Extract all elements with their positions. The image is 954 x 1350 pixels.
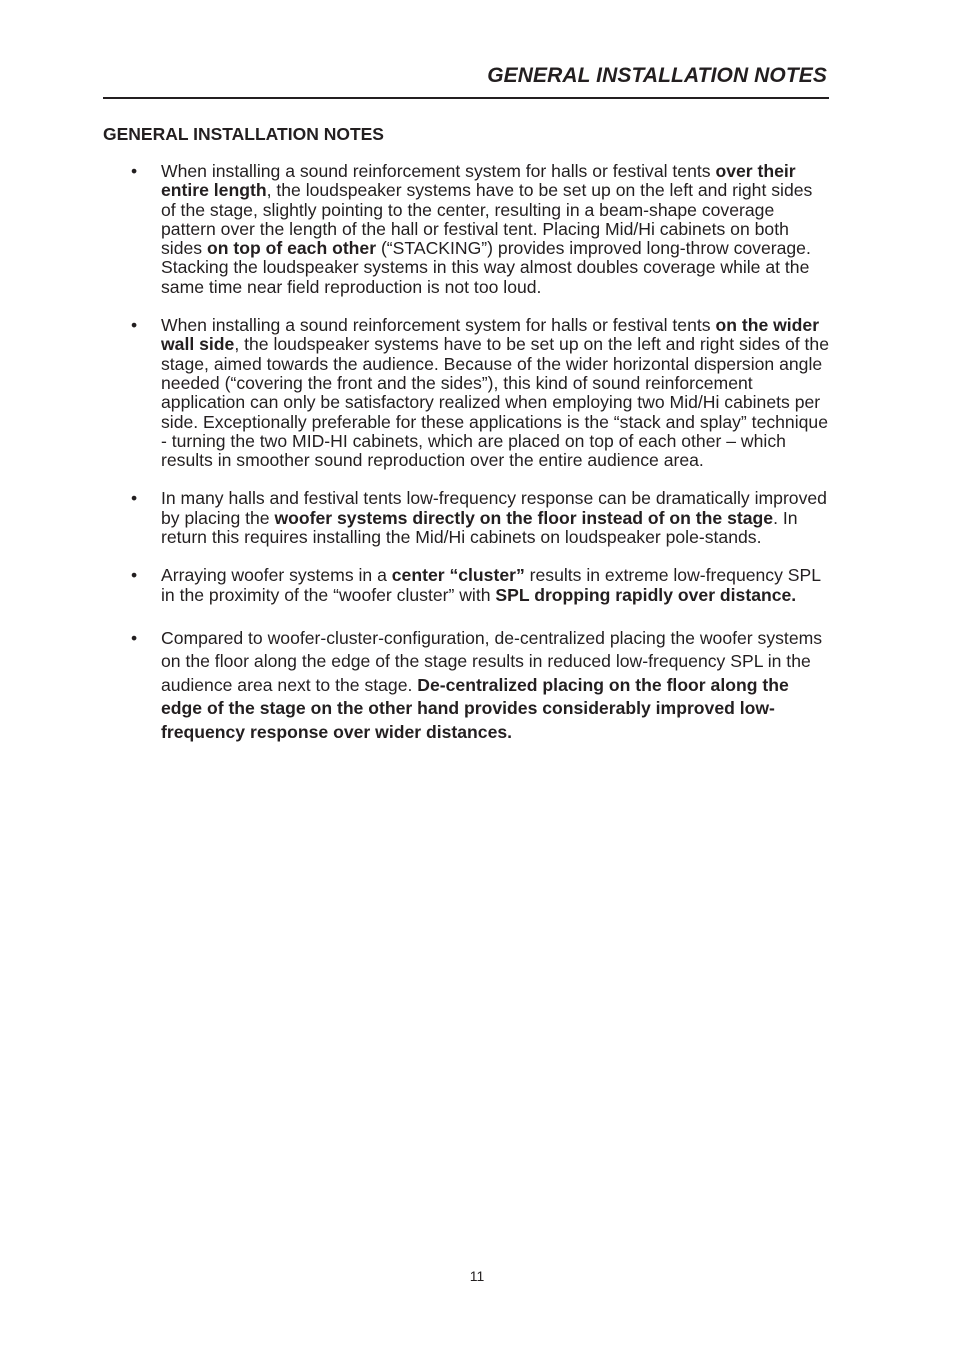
note-text: (“STACKING”) provides improved long-throw coverage. Stacking the loudspeaker systems in this way almost doubles coverage while at the same time near field reproduction is not too loud. <box>161 238 811 297</box>
note-emphasis: on top of each other <box>206 238 377 259</box>
note-emphasis: woofer systems directly on the floor instead of on the stage <box>274 507 774 528</box>
bullet-glyph: • <box>131 161 138 181</box>
list-item <box>131 489 831 547</box>
list-item <box>131 162 831 297</box>
note-emphasis: SPL dropping rapidly over distance. <box>495 584 797 605</box>
note-text: , the loudspeaker systems have to be set up on the left and right sides of the stage, aimed towards the audience. Because of the wider horizontal dispersion angle needed (“covering the front and the sides”), this kind of sound reinforcement application can only be satisfactory realized when employing two Mid/Hi cabinets per side. Exceptionally preferable for these applications is the “stack and splay” technique - turning the two MID-HI cabinets, which are placed on top of each other – which results in smoother sound reproduction over the entire audience area. <box>161 334 829 471</box>
header-rule <box>103 97 829 99</box>
list-item <box>131 316 831 470</box>
list-item <box>131 566 831 605</box>
note-text: In many halls and festival tents low-frequency response can be dramatically improved by placing the <box>161 488 827 528</box>
note-emphasis: De-centralized placing on the floor along the edge of the stage on the other hand provides considerably improved low-frequency response over wider distances. <box>161 674 789 742</box>
note-text: Compared to woofer-cluster-configuration, de-centralized placing the woofer systems on the floor along the edge of the stage results in reduced low-frequency SPL in the audience area next to the stage. <box>161 627 823 695</box>
note-text: . In return this requires installing the Mid/Hi cabinets on loudspeaker pole-stands. <box>161 507 798 548</box>
bullet-glyph: • <box>131 488 138 509</box>
section-title: GENERAL INSTALLATION NOTES <box>103 124 384 144</box>
note-text: When installing a sound reinforcement system for halls or festival tents <box>161 161 716 181</box>
note-emphasis: on the wider wall side <box>161 315 820 355</box>
note-text: , the loudspeaker systems have to be set up on the left and right sides of the stage, slightly pointing to the center, resulting in a beam-shape coverage pattern over the length of the hall or festival tent. Placing Mid/Hi cabinets on both sides <box>161 180 813 259</box>
list-item <box>131 627 831 744</box>
bullet-glyph: • <box>131 565 138 586</box>
running-header: GENERAL INSTALLATION NOTES <box>487 64 827 87</box>
bullet-glyph: • <box>131 627 138 648</box>
note-emphasis: over their entire length <box>161 161 796 201</box>
note-emphasis: center “cluster” <box>391 565 525 586</box>
note-text: results in extreme low-frequency SPL in the proximity of the “woofer cluster” with <box>161 565 821 605</box>
note-text: Arraying woofer systems in a <box>161 565 392 586</box>
note-text: When installing a sound reinforcement system for halls or festival tents <box>161 315 716 336</box>
installation-notes-list <box>131 162 831 763</box>
page-number: 11 <box>469 1268 485 1284</box>
bullet-glyph: • <box>131 315 138 336</box>
